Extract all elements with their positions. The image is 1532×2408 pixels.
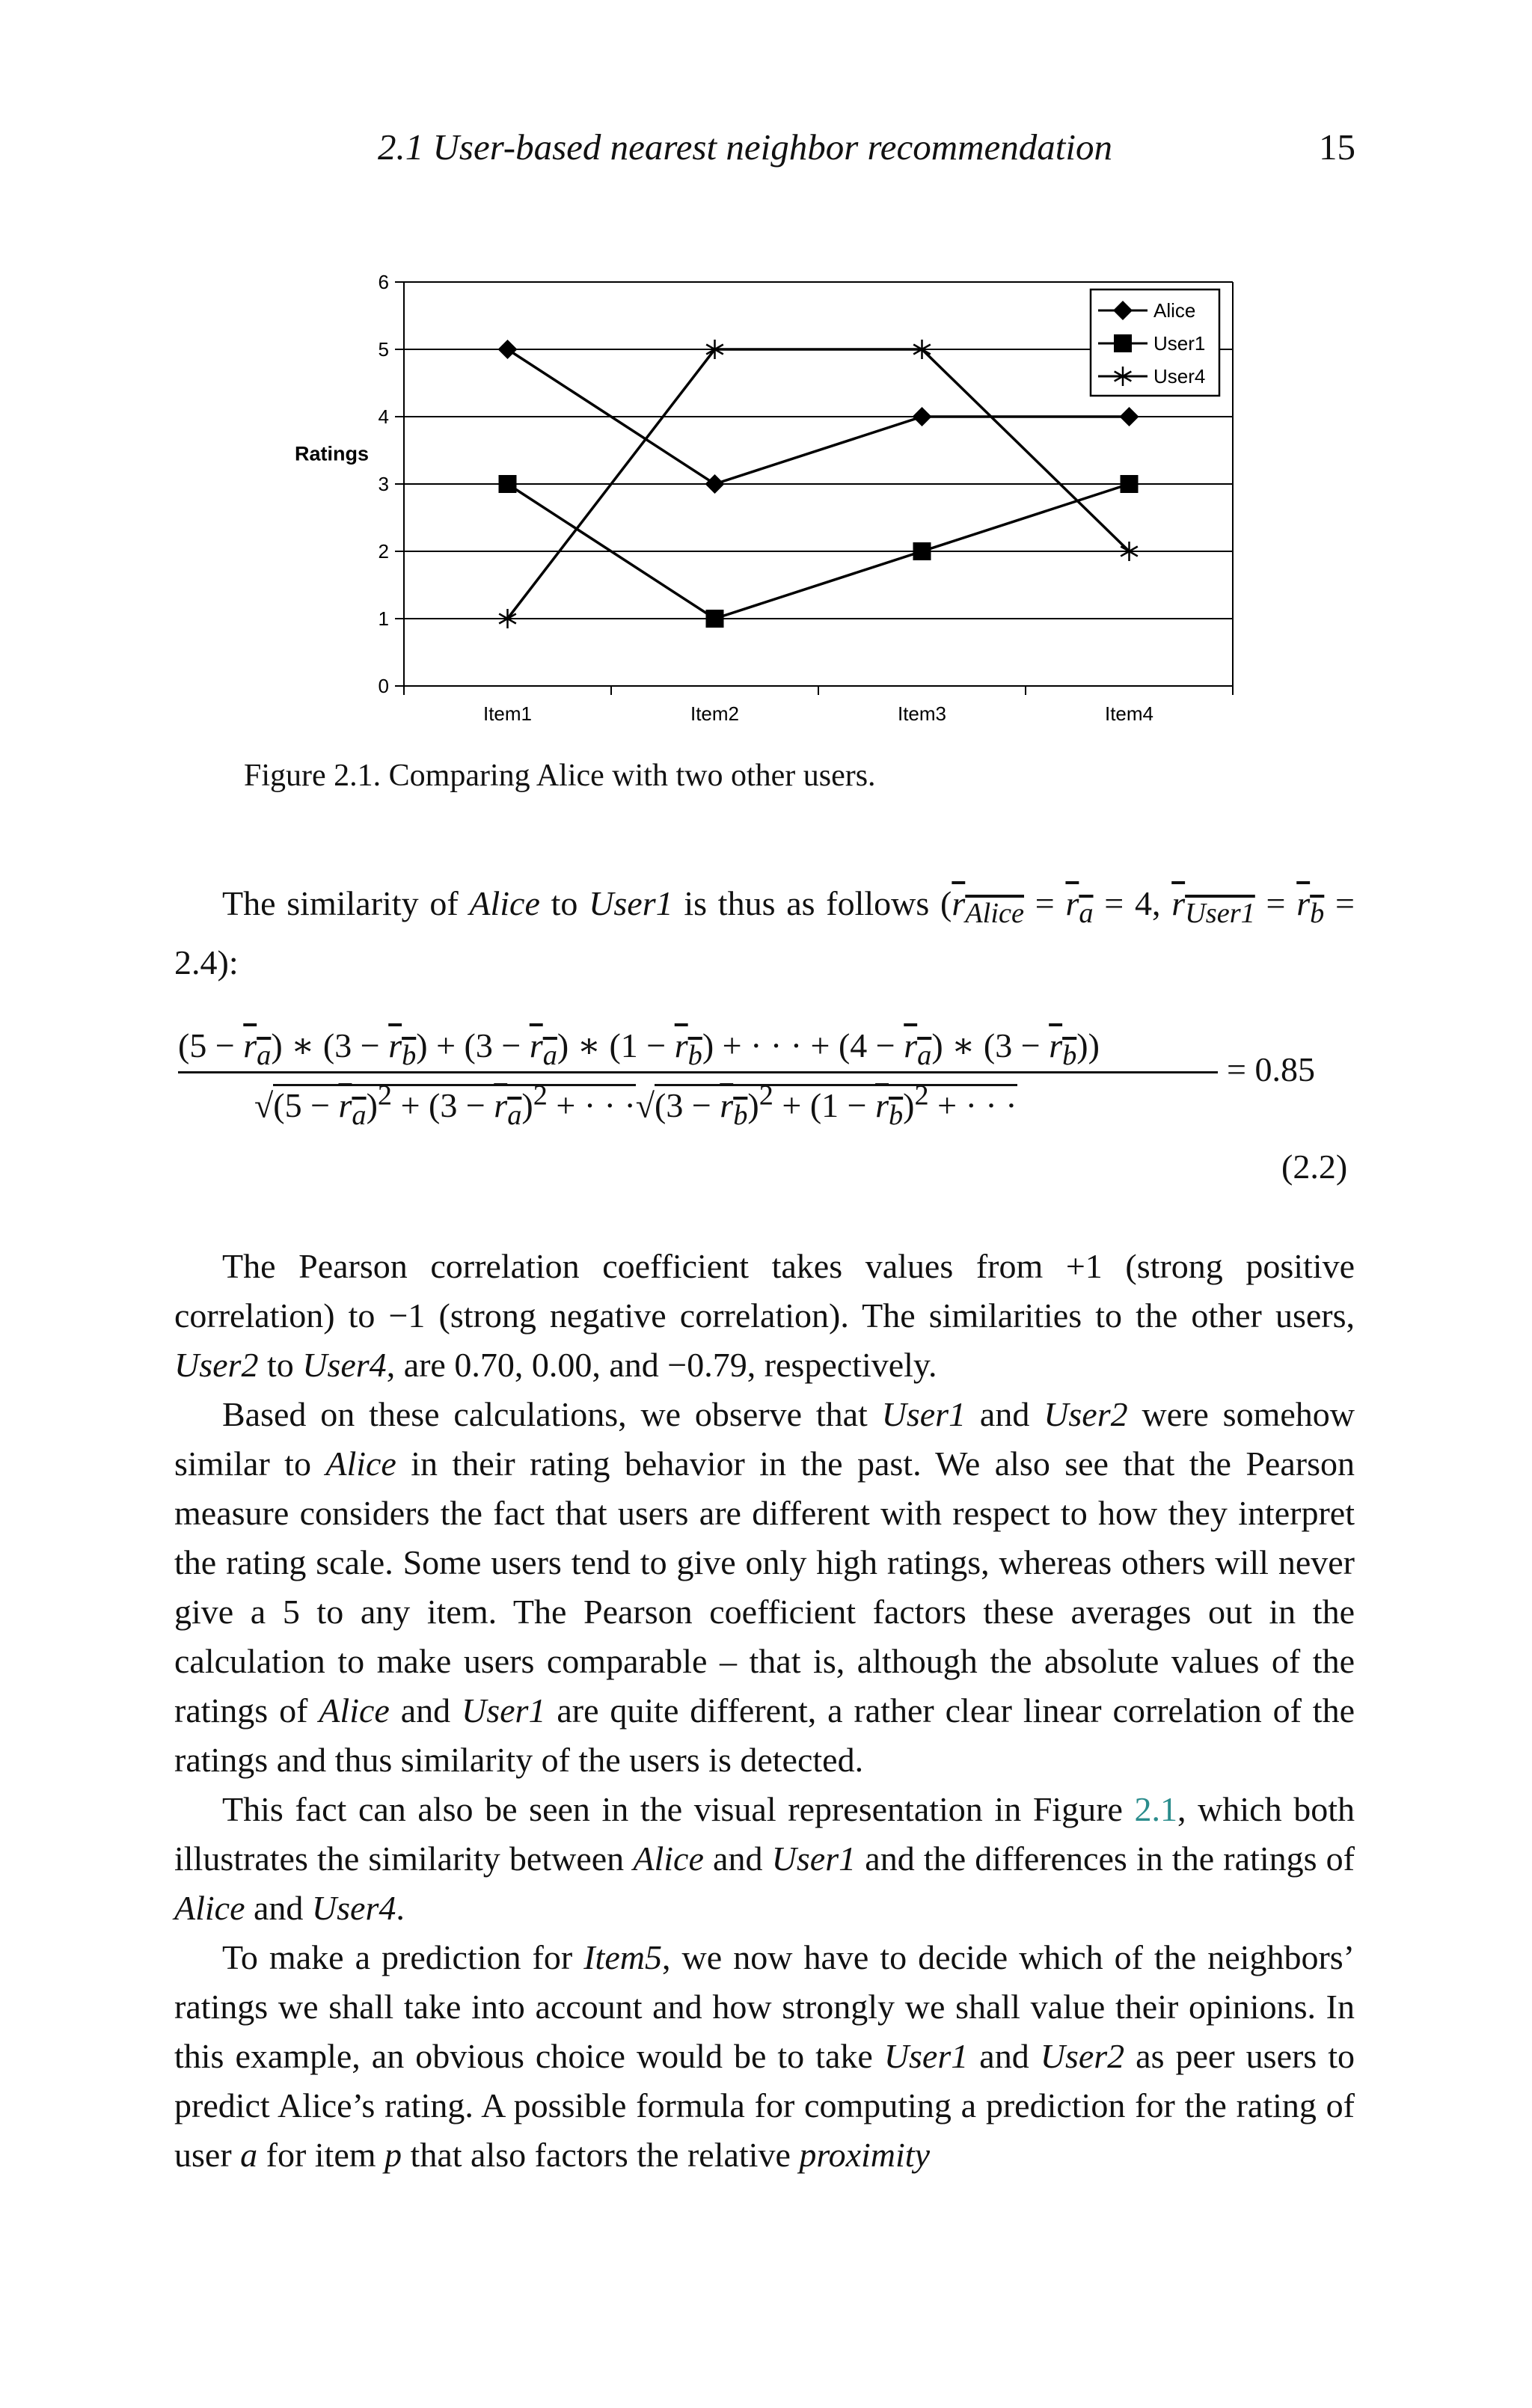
data-point-alice: [705, 474, 725, 494]
user4-ref: User4: [302, 1346, 387, 1384]
x-tick-label: Item3: [897, 702, 947, 725]
y-tick-label: 2: [378, 540, 389, 563]
figure-link[interactable]: 2.1: [1134, 1790, 1178, 1828]
item5-ref: Item5: [583, 1938, 662, 1976]
fraction-bar: [178, 1071, 1218, 1073]
figure-caption: Figure 2.1. Comparing Alice with two other users.: [244, 759, 876, 793]
legend-label: Alice: [1153, 299, 1196, 322]
paragraph-text: and: [703, 1839, 772, 1878]
user1-ref: User1: [771, 1839, 857, 1878]
running-title: 2.1 User-based nearest neighbor recommendation: [378, 126, 1113, 168]
equation-denominator: $√(5 - r_a)^2 + (3 - r_a)^2$ + · · $\cdot√(3 - r_b)^2 + (1 - r_b)^2$ + · · ·: [254, 1080, 1017, 1132]
body-paragraphs: [174, 1242, 1355, 2180]
paragraph-text: are quite different, a rather clear linear correlation of the ratings and thus similarity of the users is detected.: [174, 1691, 1355, 1779]
user1-ref: User1: [883, 2037, 969, 2075]
y-tick-label: 4: [378, 405, 389, 428]
paragraph-text: and: [966, 1395, 1044, 1433]
variable-p: p: [384, 2136, 402, 2174]
user2-ref: User2: [1040, 2037, 1125, 2075]
x-tick-label: Item2: [690, 702, 740, 725]
alice-ref: Alice: [325, 1445, 396, 1483]
figure-2-1: [284, 266, 1257, 744]
paragraph-text: and: [389, 1691, 462, 1730]
intro-paragraph: [174, 879, 1355, 987]
user1-ref: User1: [462, 1691, 546, 1730]
paragraph-text: To make a prediction for: [222, 1938, 584, 1976]
y-tick-label: 0: [378, 675, 389, 697]
paragraph-text: and: [245, 1889, 312, 1927]
user2-ref: User2: [1044, 1395, 1128, 1433]
paragraph-observations: [174, 1390, 1355, 1785]
alice-ref: Alice: [469, 884, 540, 922]
paragraph-visual: [174, 1785, 1355, 1933]
data-point-alice: [913, 407, 932, 426]
paragraph-text: were somehow similar to: [174, 1395, 1355, 1483]
intro-text: The similarity of: [222, 884, 470, 922]
intro-text: is thus as follows (: [672, 884, 952, 922]
legend-label: User4: [1153, 365, 1206, 387]
paragraph-text: that also factors the relative: [402, 2136, 800, 2174]
data-point-alice: [498, 340, 518, 359]
data-point-user1: [1121, 475, 1139, 493]
mean-ratings-math: $r_{Alice} = r_a = 4$, $r_{User1} = r_b$ =: [952, 884, 1355, 930]
data-point-user1: [913, 542, 931, 560]
paragraph-text: to: [258, 1346, 303, 1384]
x-tick-label: Item1: [482, 702, 533, 725]
paragraph-text: in their rating behavior in the past. We also see that the Pearson measure considers the fact that users are different with respect to how they interpret the rating scale. Some users tend to give only high ratings, whereas others will never give a 5 to any item. The Pearson coefficient factors these averages out in the calculation to make users comparable – that is, although the absolute values of the ratings of: [174, 1445, 1355, 1730]
paragraph-text: and: [968, 2037, 1041, 2075]
y-axis-label: Ratings: [295, 442, 370, 465]
user1-ref: User1: [589, 884, 673, 922]
paragraph-prediction: [174, 1933, 1355, 2180]
legend-marker-user1: [1114, 334, 1132, 352]
user4-ref: User4: [311, 1889, 396, 1927]
legend-label: User1: [1153, 332, 1206, 355]
user2-ref: User2: [174, 1346, 259, 1384]
paragraph-text: This fact can also be seen in the visual representation in Figure: [222, 1790, 1135, 1828]
equation-number: (2.2): [1281, 1148, 1348, 1186]
paragraph-text: and the differences in the ratings of: [856, 1839, 1355, 1878]
y-tick-label: 6: [378, 271, 389, 293]
x-tick-label: Item4: [1104, 702, 1154, 725]
paragraph-text: Based on these calculations, we observe that: [222, 1395, 882, 1433]
equation-numerator: $(5 - r_a)$ ∗ $(3 - r_b) + (3 - r_a)$ ∗ $(1 - r_b)$ + · · · + $(4 - r_a)$ ∗ $(3 - r_b)$): [178, 1026, 1100, 1072]
paragraph-pearson-range: [174, 1242, 1355, 1390]
paragraph-text: for item: [257, 2136, 385, 2174]
paragraph-text: The Pearson correlation coefficient takes values from +1 (strong positive correlation) to −1 (strong negative correlation). The similarities to the other users,: [174, 1247, 1355, 1335]
ratings-line-chart: [284, 266, 1257, 744]
paragraph-text: , are 0.70, 0.00, and −0.79, respectively.: [386, 1346, 937, 1384]
variable-a: a: [240, 2136, 258, 2174]
paragraph-text: , which both illustrates the similarity between: [174, 1790, 1355, 1878]
paragraph-text: .: [396, 1889, 405, 1927]
data-point-user1: [706, 610, 724, 628]
alice-ref: Alice: [174, 1889, 245, 1927]
data-point-user1: [499, 475, 517, 493]
paragraph-text: as peer users to predict Alice’s rating. A possible formula for computing a prediction for the rating of user: [174, 2037, 1355, 2174]
alice-ref: Alice: [633, 1839, 704, 1878]
equation-result: = 0.85: [1227, 1050, 1315, 1088]
intro-text: to: [539, 884, 589, 922]
y-tick-label: 3: [378, 473, 389, 495]
y-tick-label: 5: [378, 338, 389, 361]
alice-ref: Alice: [319, 1691, 390, 1730]
y-tick-label: 1: [378, 607, 389, 630]
data-point-alice: [1120, 407, 1139, 426]
paragraph-text: , we now have to decide which of the neighbors’ ratings we shall take into account and how strongly we shall value their opinions. In this example, an obvious choice would be to take: [174, 1938, 1355, 2075]
intro-text: 2.4):: [174, 943, 239, 982]
page-number: 15: [1319, 126, 1355, 168]
user1-ref: User1: [881, 1395, 966, 1433]
proximity-term: proximity: [799, 2136, 930, 2174]
